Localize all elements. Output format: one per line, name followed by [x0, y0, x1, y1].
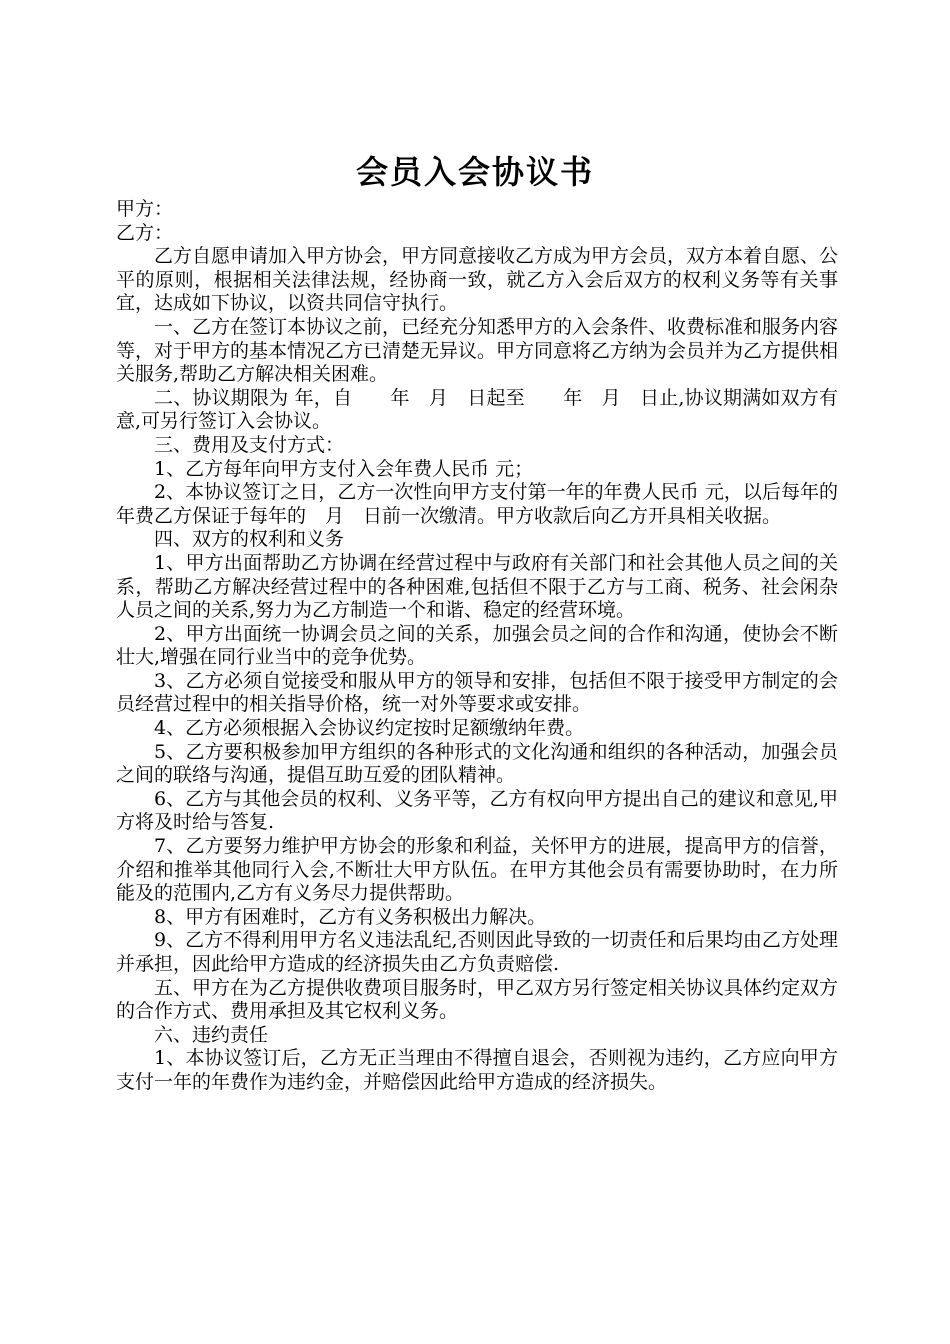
- document-paragraph: 四、双方的权利和义务: [154, 528, 345, 551]
- document-paragraph: 一、乙方在签订本协议之前，已经充分知悉甲方的入会条件、收费标准和服务内容等，对于甲方的基本情况乙方已清楚无异议。甲方同意将乙方纳为会员并为乙方提供相关服务,帮助乙方解决相关困难。: [116, 315, 839, 386]
- document-paragraph: 6、乙方与其他会员的权利、义务平等，乙方有权向甲方提出自己的建议和意见,甲方将及时给与答复.: [116, 787, 838, 834]
- document-title: 会员入会协议书: [355, 153, 594, 191]
- document-paragraph: 2、甲方出面统一协调会员之间的关系，加强会员之间的合作和沟通，使协会不断壮大,增强在同行业当中的竞争优势。: [116, 622, 838, 669]
- document-paragraph: 9、乙方不得利用甲方名义违法乱纪,否则因此导致的一切责任和后果均由乙方处理并承担，因此给甲方造成的经济损失由乙方负责赔偿.: [116, 929, 838, 975]
- document-paragraph: 4、乙方必须根据入会协议约定按时足额缴纳年费。: [154, 717, 585, 740]
- document-paragraph: 5、乙方要积极参加甲方组织的各种形式的文化沟通和组织的各种活动，加强会员之间的联络与沟通，提倡互助互爱的团队精神。: [116, 740, 838, 787]
- document-paragraph: 乙方自愿申请加入甲方协会，甲方同意接收乙方成为甲方会员，双方本着自愿、公平的原则，根据相关法律法规，经协商一致，就乙方入会后双方的权利义务等有关事宜，达成如下协议，以资共同信守执行。: [116, 245, 839, 315]
- document-paragraph: 1、乙方每年向甲方支付入会年费人民币 元；: [154, 457, 534, 480]
- document-paragraph: 3、乙方必须自觉接受和服从甲方的领导和安排，包括但不限于接受甲方制定的会员经营过程中的相关指导价格，统一对外等要求或安排。: [116, 669, 838, 716]
- document-paragraph: 三、费用及支付方式：: [154, 433, 345, 456]
- document-paragraph: 乙方：: [116, 221, 174, 244]
- document-paragraph: 二、协议期限为 年，自 年 月 日起至 年 月 日止,协议期满如双方有意,可另行签订入会协议。: [116, 386, 838, 433]
- document-paragraph: 7、乙方要努力维护甲方协会的形象和利益，关怀甲方的进展，提高甲方的信誉，介绍和推举其他同行入会,不断壮大甲方队伍。在甲方其他会员有需要协助时，在力所能及的范围内,乙方有义务尽力提供帮助。: [116, 835, 838, 905]
- document-paragraph: 甲方：: [116, 198, 174, 220]
- document-paragraph: 8、甲方有困难时，乙方有义务积极出力解决。: [154, 905, 547, 928]
- document-paragraph: 1、甲方出面帮助乙方协调在经营过程中与政府有关部门和社会其他人员之间的关系，帮助乙方解决经营过程中的各种困难,包括但不限于乙方与工商、税务、社会闲杂人员之间的关系,努力为乙方制造一个和谐、稳定的经营环境。: [116, 551, 838, 622]
- document-paragraph: 五、甲方在为乙方提供收费项目服务时，甲乙双方另行签定相关协议具体约定双方的合作方式、费用承担及其它权利义务。: [116, 976, 839, 1023]
- document-paragraph: 1、本协议签订后，乙方无正当理由不得擅自退会，否则视为违约，乙方应向甲方支付一年的年费作为违约金，并赔偿因此给甲方造成的经济损失。: [116, 1047, 838, 1093]
- document-paragraph: 2、本协议签订之日，乙方一次性向甲方支付第一年的年费人民币 元，以后每年的年费乙方保证于每年的 月 日前一次缴清。甲方收款后向乙方开具相关收据。: [116, 481, 838, 527]
- document-body: [116, 198, 838, 1095]
- document-paragraph: 六、违约责任: [154, 1023, 269, 1046]
